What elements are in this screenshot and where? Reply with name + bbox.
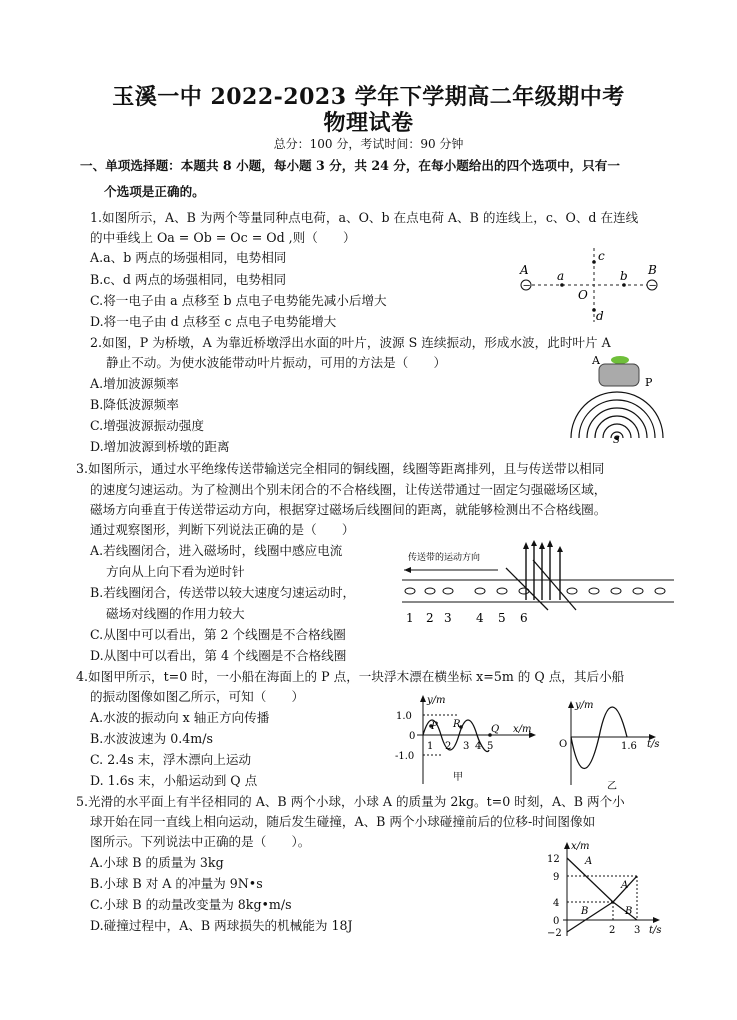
svg-text:甲: 甲 xyxy=(453,772,463,783)
svg-text:1.0: 1.0 xyxy=(396,711,412,722)
q2-stem-cont: 静止不动。为使水波能带动叶片振动，可用的方法是（ ） xyxy=(106,355,447,370)
svg-text:−2: −2 xyxy=(547,928,562,938)
svg-text:t/s: t/s xyxy=(647,739,660,750)
q4-figure-yi xyxy=(555,697,665,793)
svg-text:0: 0 xyxy=(553,916,560,927)
q5-option-d: D.碰撞过程中，A、B 两球损失的机械能为 18J xyxy=(90,918,353,933)
q5-option-b: B.小球 B 对 A 的冲量为 9N•s xyxy=(90,876,263,891)
q2-wave-figure xyxy=(565,352,670,444)
q1-stem: 1.如图所示，A、B 为两个等量同种点电荷，a、O、b 在点电荷 A、B 的连线上，c、O、d 在连线 xyxy=(90,210,639,225)
q3-stem: 3.如图所示，通过水平绝缘传送带输送完全相同的铜线圈，线圈等距离排列，且与传送带以相同 xyxy=(76,461,605,476)
svg-text:1.6: 1.6 xyxy=(621,741,637,752)
svg-text:A: A xyxy=(592,354,600,367)
q4-option-d: D. 1.6s 末，小船运动到 Q 点 xyxy=(90,773,258,788)
q2-option-d: D.增加波源到桥墩的距离 xyxy=(90,439,230,454)
exam-title: 玉溪一中 2022-2023 学年下学期高二年级期中考 xyxy=(112,84,625,110)
wave-rings xyxy=(571,392,663,438)
svg-text:-1.0: -1.0 xyxy=(395,751,415,762)
svg-text:−: − xyxy=(648,280,657,292)
section-heading: 一、单项选择题：本题共 8 小题，每小题 3 分，共 24 分，在每小题给出的四个选项中，只有一 xyxy=(80,158,620,173)
svg-text:A: A xyxy=(621,880,629,891)
svg-text:3: 3 xyxy=(634,925,641,936)
svg-text:O: O xyxy=(559,739,568,750)
q4-option-a: A.水波的振动向 x 轴正方向传播 xyxy=(90,710,270,725)
q1-charge-figure xyxy=(512,240,662,328)
line-b-before xyxy=(567,902,613,932)
q3-option-b: B.若线圈闭合，传送带以较大速度匀速运动时， xyxy=(90,585,356,600)
q4-option-b: B.水波波速为 0.4m/s xyxy=(90,731,213,746)
svg-text:4: 4 xyxy=(475,741,482,752)
svg-text:S: S xyxy=(613,435,620,444)
svg-text:3: 3 xyxy=(444,611,452,625)
svg-text:乙: 乙 xyxy=(607,781,617,792)
q2-option-b: B.降低波源频率 xyxy=(90,397,179,412)
svg-text:P: P xyxy=(431,721,438,732)
q3-stem-3: 磁场方向垂直于传送带运动方向，根据穿过磁场后线圈间的距离，就能够检测出不合格线圈。 xyxy=(90,502,607,517)
q1-stem-cont: 的中垂线上 Oa = Ob = Oc = Od ,则（ ） xyxy=(90,230,356,245)
q3-option-a-cont: 方向从上向下看为逆时针 xyxy=(106,564,245,579)
q5-stem: 5.光滑的水平面上有半径相同的 A、B 两个小球，小球 A 的质量为 2kg。t=0 时刻，A、B 两个小 xyxy=(76,794,625,809)
svg-text:B: B xyxy=(648,263,657,277)
q3-option-d: D.从图中可以看出，第 4 个线圈是不合格线圈 xyxy=(90,648,347,663)
q5-stem-3: 图所示。下列说法中正确的是（ ）。 xyxy=(90,834,311,849)
svg-text:5: 5 xyxy=(498,611,506,625)
pier-icon xyxy=(599,364,639,386)
svg-text:4: 4 xyxy=(476,611,484,625)
svg-text:c: c xyxy=(598,249,605,263)
q3-stem-4: 通过观察图形，判断下列说法正确的是（ ） xyxy=(90,522,355,537)
svg-text:A: A xyxy=(585,856,593,867)
q5-stem-2: 球开始在同一直线上相向运动，随后发生碰撞，A、B 两个小球碰撞前后的位移-时间图像如 xyxy=(90,814,596,829)
svg-text:1: 1 xyxy=(406,611,414,625)
q4-stem-cont: 的振动图像如图乙所示，可知（ ） xyxy=(90,689,305,704)
svg-text:a: a xyxy=(557,269,565,283)
exam-meta: 总分：100 分，考试时间：90 分钟 xyxy=(273,137,464,151)
q2-option-c: C.增强波源振动强度 xyxy=(90,418,204,433)
svg-text:1: 1 xyxy=(427,741,434,752)
svg-text:B: B xyxy=(625,906,633,917)
svg-text:P: P xyxy=(645,376,653,389)
svg-text:b: b xyxy=(620,269,628,283)
svg-text:x/m: x/m xyxy=(571,841,590,852)
svg-text:B: B xyxy=(581,906,589,917)
svg-text:d: d xyxy=(596,309,604,323)
svg-text:3: 3 xyxy=(463,741,470,752)
svg-text:6: 6 xyxy=(520,611,528,625)
svg-text:5: 5 xyxy=(487,741,494,752)
exam-subtitle: 物理试卷 xyxy=(323,110,414,136)
q5-xt-figure xyxy=(545,840,670,938)
svg-text:4: 4 xyxy=(553,898,560,909)
section-heading-cont: 个选项是正确的。 xyxy=(104,184,205,199)
coils xyxy=(405,588,665,594)
svg-text:A: A xyxy=(520,263,529,277)
svg-text:0: 0 xyxy=(409,731,416,742)
q3-stem-2: 的速度匀速运动。为了检测出个别未闭合的不合格线圈，让传送带通过一固定匀强磁场区域， xyxy=(90,482,607,497)
leaf-icon xyxy=(611,356,629,364)
svg-text:12: 12 xyxy=(547,854,560,865)
q4-stem: 4.如图甲所示，t=0 时，一小船在海面上的 P 点，一块浮木漂在横坐标 x=5m 的 Q 点，其后小船 xyxy=(76,669,625,684)
q3-option-b-cont: 磁场对线圈的作用力较大 xyxy=(106,606,245,621)
svg-text:R: R xyxy=(453,719,461,730)
q3-option-c: C.从图中可以看出，第 2 个线圈是不合格线圈 xyxy=(90,627,346,642)
q4-option-c: C. 2.4s 末，浮木漂向上运动 xyxy=(90,752,252,767)
q1-option-b: B.c、d 两点的场强相同，电势相同 xyxy=(90,272,287,287)
vibration-curve xyxy=(571,707,627,769)
svg-text:9: 9 xyxy=(553,872,560,883)
svg-text:y/m: y/m xyxy=(575,700,594,711)
svg-text:传送带的运动方向: 传送带的运动方向 xyxy=(408,553,481,563)
svg-text:2: 2 xyxy=(445,741,452,752)
svg-text:x/m: x/m xyxy=(513,724,532,735)
q3-belt-figure xyxy=(398,540,678,628)
q4-figure-jia xyxy=(393,692,543,792)
svg-text:−: − xyxy=(522,280,531,292)
q2-option-a: A.增加波源频率 xyxy=(90,376,179,391)
svg-text:2: 2 xyxy=(609,925,616,936)
svg-text:2: 2 xyxy=(426,611,434,625)
q2-stem: 2.如图，P 为桥墩，A 为靠近桥墩浮出水面的叶片，波源 S 连续振动，形成水波，此时叶片 A xyxy=(90,335,611,350)
q1-option-a: A.a、b 两点的场强相同，电势相同 xyxy=(90,250,287,265)
q3-option-a: A.若线圈闭合，进入磁场时，线圈中感应电流 xyxy=(90,543,343,558)
q5-option-c: C.小球 B 的动量改变量为 8kg•m/s xyxy=(90,897,292,912)
q1-option-c: C.将一电子由 a 点移至 b 点电子电势能先减小后增大 xyxy=(90,293,387,308)
svg-text:t/s: t/s xyxy=(649,925,662,936)
svg-text:O: O xyxy=(578,288,588,302)
svg-text:y/m: y/m xyxy=(427,695,446,706)
svg-text:Q: Q xyxy=(491,724,500,735)
q5-option-a: A.小球 B 的质量为 3kg xyxy=(90,855,224,870)
q1-option-d: D.将一电子由 d 点移至 c 点电子电势能增大 xyxy=(90,314,337,329)
